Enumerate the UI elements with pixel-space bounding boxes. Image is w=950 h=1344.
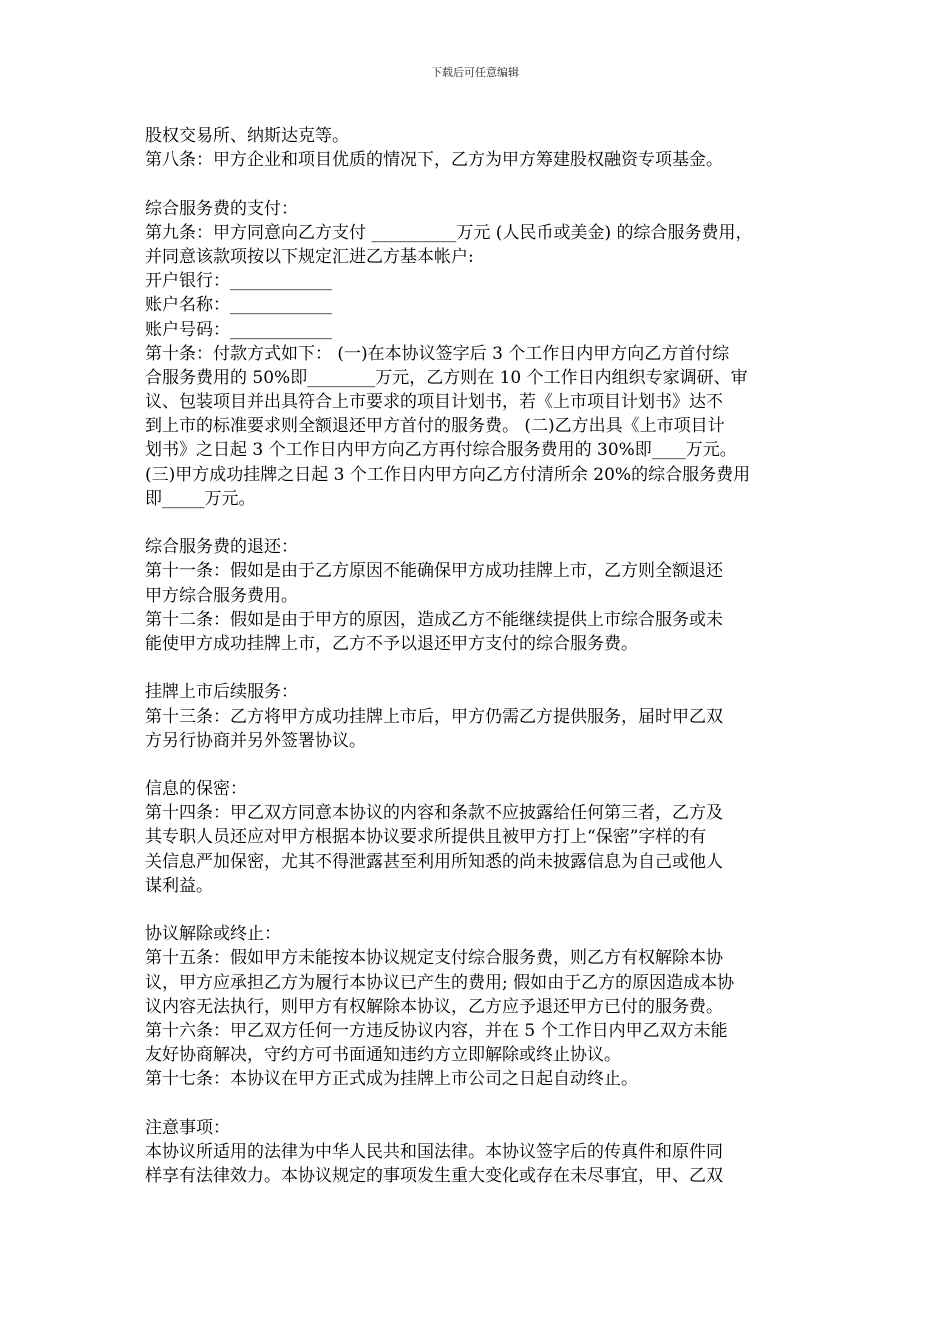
text-line: 方另行协商并另外签署协议。: [145, 730, 366, 751]
document-body: [145, 124, 810, 1188]
text-line: 即_____万元。: [145, 488, 256, 509]
text-line: 第十五条：假如甲方未能按本协议规定支付综合服务费，则乙方有权解除本协: [145, 948, 723, 969]
text-line: 并同意该款项按以下规定汇进乙方基本帐户:: [145, 246, 474, 267]
text-line: 信息的保密：: [145, 779, 247, 800]
paragraph-gap: [145, 172, 810, 196]
text-line: 综合服务费的支付：: [145, 198, 298, 219]
paragraph-gap: [145, 511, 810, 535]
text-line: 第十七条：本协议在甲方正式成为挂牌上市公司之日起自动终止。: [145, 1069, 638, 1090]
text-line: 第十四条：甲乙双方同意本协议的内容和条款不应披露给任何第三者，乙方及: [145, 803, 723, 824]
text-line: 第十六条：甲乙双方任何一方违反协议内容，并在 5 个工作日内甲乙双方未能: [145, 1020, 728, 1041]
text-line: 谋利益。: [145, 875, 213, 896]
paragraph-gap: [145, 898, 810, 922]
text-line: 第十二条：假如是由于甲方的原因，造成乙方不能继续提供上市综合服务或未: [145, 609, 723, 630]
text-line: 股权交易所、纳斯达克等。: [145, 126, 349, 146]
text-line: 账户号码：____________: [145, 319, 332, 340]
paragraph-gap: [145, 753, 810, 777]
text-line: 样享有法律效力。本协议规定的事项发生重大变化或存在未尽事宜，甲、乙双: [145, 1166, 723, 1187]
text-line: 第十一条：假如是由于乙方原因不能确保甲方成功挂牌上市，乙方则全额退还: [145, 561, 723, 582]
text-line: 第九条：甲方同意向乙方支付 __________万元 (人民币或美金) 的综合服务费用，: [145, 222, 753, 243]
text-line: 友好协商解决，守约方可书面通知违约方立即解除或终止协议。: [145, 1045, 621, 1066]
text-line: (三)甲方成功挂牌之日起 3 个工作日内甲方向乙方付清所余 20%的综合服务费用: [145, 464, 751, 485]
text-line: 账户名称：____________: [145, 295, 332, 316]
paragraph-gap: [145, 656, 810, 680]
text-line: 划书》之日起 3 个工作日内甲方向乙方再付综合服务费用的 30%即____万元。: [145, 440, 737, 461]
text-line: 能使甲方成功挂牌上市，乙方不予以退还甲方支付的综合服务费。: [145, 633, 638, 654]
text-line: 综合服务费的退还：: [145, 537, 298, 558]
text-line: 关信息严加保密，尤其不得泄露甚至利用所知悉的尚未披露信息为自己或他人: [145, 851, 723, 872]
text-line: 注意事项：: [145, 1117, 230, 1138]
paragraph-gap: [145, 1092, 810, 1116]
text-line: 第十三条：乙方将甲方成功挂牌上市后，甲方仍需乙方提供服务，届时甲乙双: [145, 706, 723, 727]
text-line: 第十条：付款方式如下： (一)在本协议签字后 3 个工作日内甲方向乙方首付综: [145, 343, 730, 364]
text-line: 到上市的标准要求则全额退还甲方首付的服务费。 (二)乙方出具《上市项目计: [145, 416, 725, 437]
text-line: 议，甲方应承担乙方为履行本协议已产生的费用; 假如由于乙方的原因造成本协: [145, 972, 735, 993]
page-header-note: 下载后可任意编辑: [431, 66, 519, 79]
text-line: 本协议所适用的法律为中华人民共和国法律。本协议签字后的传真件和原件同: [145, 1141, 723, 1162]
text-line: 协议解除或终止：: [145, 924, 281, 945]
text-line: 合服务费用的 50%即________万元，乙方则在 10 个工作日内组织专家调研、审: [145, 367, 748, 388]
text-line: 挂牌上市后续服务：: [145, 682, 298, 703]
text-line: 议、包装项目并出具符合上市要求的项目计划书，若《上市项目计划书》达不: [145, 392, 723, 413]
text-line: 甲方综合服务费用。: [145, 585, 298, 606]
text-line: 议内容无法执行，则甲方有权解除本协议，乙方应予退还甲方已付的服务费。: [145, 996, 723, 1017]
text-line: 其专职人员还应对甲方根据本协议要求所提供且被甲方打上“保密”字样的有: [145, 827, 707, 848]
text-line: 开户银行：____________: [145, 271, 332, 292]
text-line: 第八条：甲方企业和项目优质的情况下，乙方为甲方筹建股权融资专项基金。: [145, 150, 723, 171]
